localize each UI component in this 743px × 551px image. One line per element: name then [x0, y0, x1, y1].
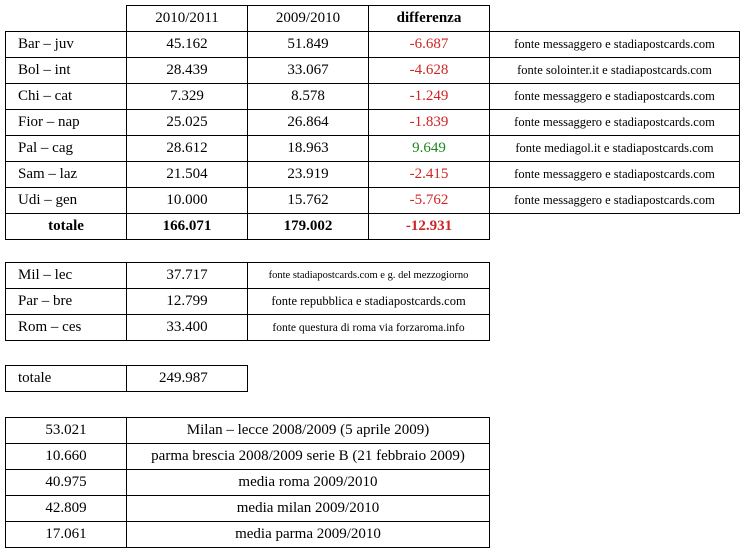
match-cell: Fior – nap	[6, 110, 127, 136]
other-matches-table	[5, 262, 490, 341]
table-row	[6, 58, 740, 84]
source-cell: fonte messaggero e stadiapostcards.com	[490, 84, 740, 110]
match-cell: Par – bre	[6, 289, 127, 315]
value-2010-cell: 7.329	[127, 84, 248, 110]
table-row	[6, 263, 490, 289]
reference-value: 40.975	[6, 470, 127, 496]
header-2009-2010: 2009/2010	[248, 6, 369, 32]
total-row	[6, 214, 740, 240]
total-difference: -12.931	[369, 214, 490, 240]
table-row	[6, 110, 740, 136]
grand-total-value: 249.987	[127, 366, 248, 392]
reference-table	[5, 417, 490, 548]
value-2010-cell: 21.504	[127, 162, 248, 188]
difference-cell: -4.628	[369, 58, 490, 84]
value-2009-cell: 33.067	[248, 58, 369, 84]
grand-total-table	[5, 365, 248, 392]
table-row	[6, 188, 740, 214]
value-2009-cell: 8.578	[248, 84, 369, 110]
table-row	[6, 84, 740, 110]
reference-value: 17.061	[6, 522, 127, 548]
match-cell: Mil – lec	[6, 263, 127, 289]
reference-value: 53.021	[6, 418, 127, 444]
attendance-comparison-table	[5, 5, 740, 240]
total-spacer	[490, 214, 740, 240]
table-row	[6, 32, 740, 58]
table-row	[6, 136, 740, 162]
source-cell: fonte stadiapostcards.com e g. del mezzogiorno	[248, 263, 490, 289]
header-spacer	[490, 6, 740, 32]
difference-cell: -2.415	[369, 162, 490, 188]
table-row	[6, 470, 490, 496]
header-2010-2011: 2010/2011	[127, 6, 248, 32]
source-cell: fonte questura di roma via forzaroma.info	[248, 315, 490, 341]
value-2010-cell: 28.439	[127, 58, 248, 84]
total-row	[6, 366, 248, 392]
table-row	[6, 444, 490, 470]
reference-description: media roma 2009/2010	[127, 470, 490, 496]
value-2010-cell: 10.000	[127, 188, 248, 214]
reference-description: media parma 2009/2010	[127, 522, 490, 548]
table-row	[6, 289, 490, 315]
value-2010-cell: 25.025	[127, 110, 248, 136]
match-cell: Sam – laz	[6, 162, 127, 188]
reference-value: 42.809	[6, 496, 127, 522]
value-2009-cell: 15.762	[248, 188, 369, 214]
header-empty-cell	[6, 6, 127, 32]
table-row	[6, 418, 490, 444]
total-2009: 179.002	[248, 214, 369, 240]
total-label: totale	[6, 214, 127, 240]
difference-cell: -6.687	[369, 32, 490, 58]
grand-total-label: totale	[6, 366, 127, 392]
source-cell: fonte mediagol.it e stadiapostcards.com	[490, 136, 740, 162]
table-row	[6, 522, 490, 548]
value-2009-cell: 18.963	[248, 136, 369, 162]
match-cell: Rom – ces	[6, 315, 127, 341]
header-differenza: differenza	[369, 6, 490, 32]
match-cell: Udi – gen	[6, 188, 127, 214]
value-2009-cell: 26.864	[248, 110, 369, 136]
table-row	[6, 162, 740, 188]
reference-description: Milan – lecce 2008/2009 (5 aprile 2009)	[127, 418, 490, 444]
match-cell: Pal – cag	[6, 136, 127, 162]
reference-description: media milan 2009/2010	[127, 496, 490, 522]
value-cell: 37.717	[127, 263, 248, 289]
difference-cell: 9.649	[369, 136, 490, 162]
source-cell: fonte messaggero e stadiapostcards.com	[490, 32, 740, 58]
table-row	[6, 315, 490, 341]
difference-cell: -1.249	[369, 84, 490, 110]
source-cell: fonte messaggero e stadiapostcards.com	[490, 110, 740, 136]
header-row	[6, 6, 740, 32]
source-cell: fonte messaggero e stadiapostcards.com	[490, 188, 740, 214]
value-2010-cell: 28.612	[127, 136, 248, 162]
match-cell: Bol – int	[6, 58, 127, 84]
match-cell: Bar – juv	[6, 32, 127, 58]
source-cell: fonte solointer.it e stadiapostcards.com	[490, 58, 740, 84]
source-cell: fonte messaggero e stadiapostcards.com	[490, 162, 740, 188]
difference-cell: -5.762	[369, 188, 490, 214]
value-2010-cell: 45.162	[127, 32, 248, 58]
value-2009-cell: 51.849	[248, 32, 369, 58]
value-cell: 33.400	[127, 315, 248, 341]
value-2009-cell: 23.919	[248, 162, 369, 188]
value-cell: 12.799	[127, 289, 248, 315]
match-cell: Chi – cat	[6, 84, 127, 110]
reference-value: 10.660	[6, 444, 127, 470]
total-2010: 166.071	[127, 214, 248, 240]
source-cell: fonte repubblica e stadiapostcards.com	[248, 289, 490, 315]
reference-description: parma brescia 2008/2009 serie B (21 febbraio 2009)	[127, 444, 490, 470]
difference-cell: -1.839	[369, 110, 490, 136]
table-row	[6, 496, 490, 522]
